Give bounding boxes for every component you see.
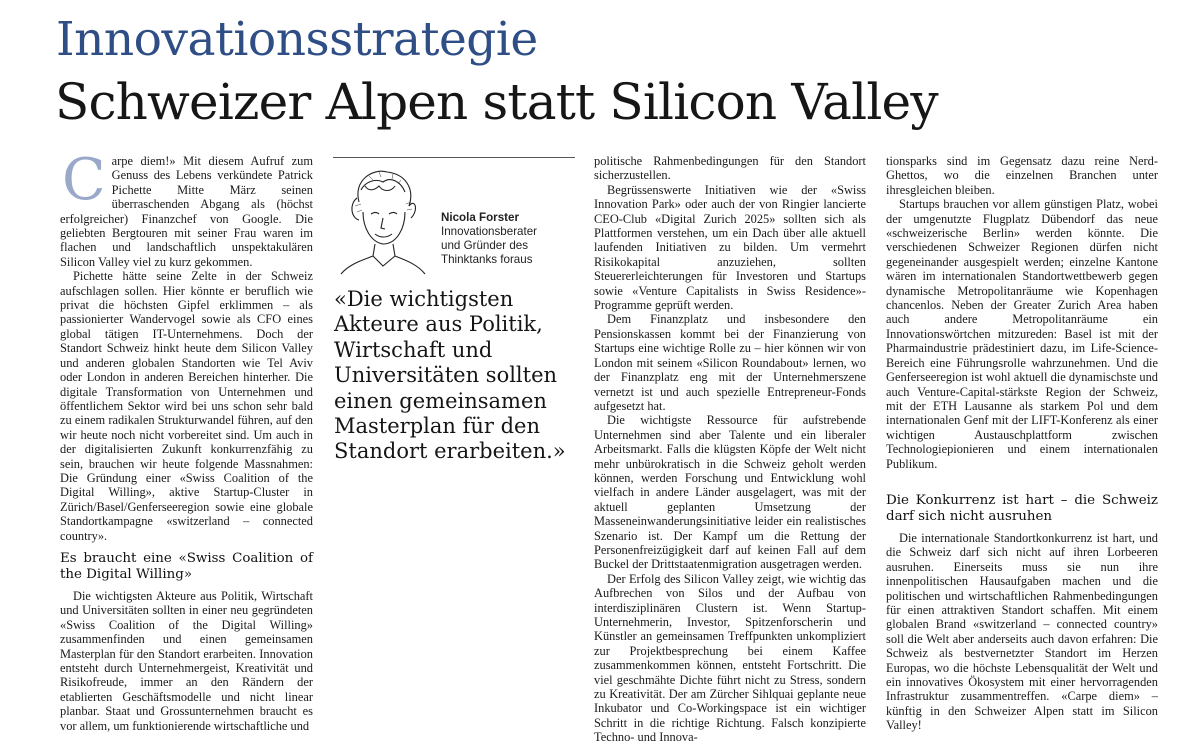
author-name: Nicola Forster <box>441 211 519 224</box>
paragraph-7: Die wichtigste Ressource für aufstrebende Unternehmen sind aber Talente und ein liberaler Arbeitsmarkt. Falls die klügsten Köpfe der Welt nicht mehr unbürokratisch in die Schweiz geholt werden können, werden Forschung und Entwicklung wohl vielfach in andere Länder ausgelagert, was mit der aktuell geplanten Umsetzung der Masseneinwanderungsinitiative leider ein realistisches Szenario ist. Der Kampf um die Rettung der Personenfreizügigkeit darf auf keinen Fall auf dem Buckel der Drittstaatenmigration ausgetragen werden. <box>594 413 866 572</box>
article-column-3 <box>594 154 866 745</box>
paragraph-1: Carpe diem!» Mit diesem Aufruf zum Genuss des Lebens verkündete Patrick Pichette Mitte März seinen überraschenden Abgang als (höchst erfolgreicher) Finanzchef von Google. Die geliebten Bergtouren mit seiner Frau waren im flachen und landschaftlich unspektakulären Silicon Valley viel zu kurz gekommen. <box>60 147 313 269</box>
author-portrait <box>335 162 427 274</box>
author-byline <box>441 211 581 267</box>
paragraph-6: Dem Finanzplatz und insbesondere den Pensionskassen kommt bei der Finanzierung von Startups eine wichtige Rolle zu – hier können wir von London mit seinem «Silicon Roundabout» lernen, wo der Finanzplatz eng mit der Unternehmerszene vernetzt ist und auch spezielle Entrepreneur-Fonds aufgesetzt hat. <box>594 312 866 413</box>
paragraph-5: Begrüssenswerte Initiativen wie der «Swiss Innovation Park» oder auch der von Ringier lancierte CEO-Club «Digital Zurich 2025» sollten sich als Plattformen verstehen, um ein Dach über alle aktuell laufenden Initiativen zu bilden. Um vermehrt Risikokapital anzuziehen, sollten Steuererleichterungen für Investoren und Startups sowie «Venture Capitalists in Swiss Residence»-Programme geprüft werden. <box>594 182 866 313</box>
kicker: Innovationsstrategie <box>56 12 538 67</box>
drop-cap: C <box>62 147 106 213</box>
paragraph-4: politische Rahmenbedingungen für den Standort sicherzustellen. <box>594 154 866 183</box>
headline: Schweizer Alpen statt Silicon Valley <box>55 73 938 131</box>
article-column-1 <box>60 147 313 733</box>
paragraph-8: Der Erfolg des Silicon Valley zeigt, wie wichtig das Aufbrechen von Silos und der Aufbau von interdisziplinären Clustern ist. Wenn Startup-Unternehmerin, Investor, Spitzenforscherin und Künstler an gemeinsamen Treffpunkten unkompliziert zur Projektbesprechung bei einem Kaffee zusammenkommen können, entsteht Fortschritt. Die viel geschmähte Dichte führt nicht zu Stress, sondern zu Kreativität. Der am Zürcher Sihlquai geplante neue Inkubator und Co-Workingspace ist ein wichtiger Schritt in die richtige Richtung. Falsch konzipierte Techno- und Innova- <box>594 571 866 745</box>
author-role-line-1: Innovationsberater <box>441 225 538 238</box>
pull-quote: «Die wichtigsten Akteure aus Politik, Wirtschaft und Universitäten sollten einen gemeinsamen Masterplan für den Standort erarbeiten.» <box>334 287 566 464</box>
paragraph-3: Die wichtigsten Akteure aus Politik, Wirtschaft und Universitäten sollten in einer neu gegründeten «Swiss Coalition of the Digital Willing» zusammenfinden und einen gemeinsamen Masterplan für den Standort erarbeiten. Innovation entsteht durch Unternehmergeist, Kreativität und Risikofreude, immer an den Rändern der etablierten Geschäftsmodelle und nicht linear planbar. Staat und Grossunternehmen braucht es vor allem, um funktionierende wirtschaftliche und <box>60 588 313 733</box>
paragraph-10: Startups brauchen vor allem günstigen Platz, wobei der umgenutzte Flugplatz Dübendorf das neue «schweizerische Berlin» werden könnte. Die verschiedenen Schweizer Regionen dürfen nicht gegeneinander ausgespielt werden; einzelne Kantone wären im internationalen Standortwettbewerb gegen dynamische Metropolitanräume wie Kopenhagen chancenlos. Neben der Greater Zurich Area haben auch andere Metropolitanräume ein Innovationswörtchen mitzureden: Basel ist mit der Pharmaindustrie prädestiniert dazu, im Life-Science-Bereich eine Führungsrolle wahrzunehmen. Und die Genferseeregion ist wohl aktuell die dynamischste und auch Venture-Capital-stärkste Region der Schweiz, mit der ETH Lausanne als starkem Pol und dem internationalen Genf mit der LIFT-Konferenz als einer wichtigen Austauschplattform zwischen Technologiepionieren und einem internationalen Publikum. <box>886 197 1158 471</box>
paragraph-11: Die internationale Standortkonkurrenz ist hart, und die Schweiz darf sich nicht auf ihren Lorbeeren ausruhen. Einerseits muss sie nun ihre innenpolitischen Hausaufgaben machen und die politischen und wirtschaftlichen Rahmenbedingungen für einen attraktiven Standort schaffen. Mit einem globalen Brand «switzerland – connected country» soll die Welt aber anderseits auch davon erfahren: Die Schweiz als bestvernetzter Standort im Herzen Europas, wo die höchste Lebensqualität der Welt und ein innovatives Ökosystem mit einer hervorragenden Infrastruktur zusammentreffen. «Carpe diem» – künftig in den Schweizer Alpen statt im Silicon Valley! <box>886 530 1158 733</box>
subheading-2: Die Konkurrenz ist hart – die Schweiz darf sich nicht ausruhen <box>886 492 1158 524</box>
author-role-line-2: und Gründer des <box>441 239 529 252</box>
paragraph-2: Pichette hätte seine Zelte in der Schweiz aufschlagen sollen. Hier könnte er beruflich wie privat die höchsten Gipfel erklimmen – als passionierter Wandervogel sowie als CFO eines global tätigen IT-Unternehmens. Doch der Standort Schweiz hinkt heute dem Silicon Valley und anderen globalen Standorten wie Tel Aviv oder London in anderen Bereichen hinterher. Die digitale Transformation von Unternehmen und öffentlichem Sektor wird bei uns schon sehr bald zu einem radikalen Strukturwandel führen, auf den wir heute noch nicht vorbereitet sind. Um auch in der digitalisierten Zukunft konkurrenzfähig zu sein, brauchen wir heute folgende Massnahmen: Die Gründung einer «Swiss Coalition of the Digital Willing», aktive Startup-Cluster in Zürich/Basel/Genferseeregion sowie eine globale Standortkampagne «switzerland – connected country». <box>60 269 313 543</box>
portrait-rule <box>333 157 575 158</box>
article-column-4 <box>886 154 1158 733</box>
paragraph-9: tionsparks sind im Gegensatz dazu reine Nerd-Ghettos, wo die einzelnen Branchen unter ihresgleichen bleiben. <box>886 154 1158 197</box>
subheading-1: Es braucht eine «Swiss Coalition of the Digital Willing» <box>60 550 313 582</box>
author-role-line-3: Thinktanks foraus <box>441 253 533 266</box>
